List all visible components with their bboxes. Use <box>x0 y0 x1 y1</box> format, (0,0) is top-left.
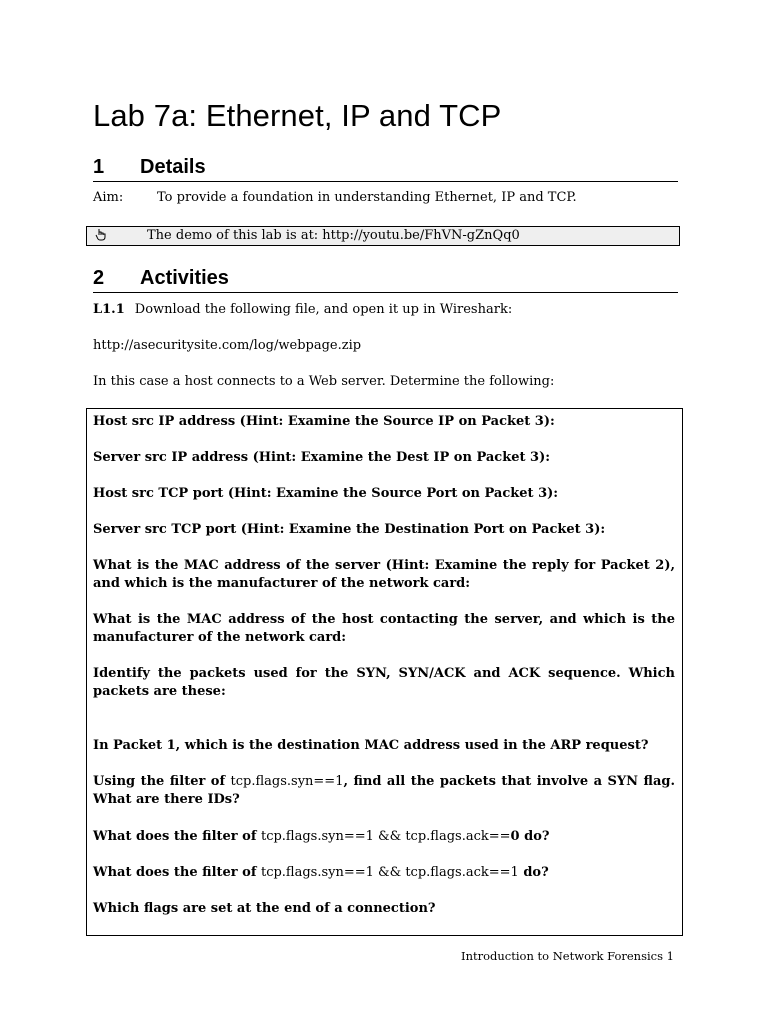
section-heading-details <box>93 156 678 182</box>
section-title: Details <box>140 156 206 178</box>
task-context: In this case a host connects to a Web server. Determine the following: <box>93 374 555 389</box>
aim-text: To provide a foundation in understanding Ethernet, IP and TCP. <box>157 190 577 205</box>
filter-expression: tcp.flags.syn==1 && tcp.flags.ack== <box>260 829 511 844</box>
demo-callout <box>86 226 680 246</box>
question: In Packet 1, which is the destination MAC address used in the ARP request? <box>93 738 649 753</box>
task-intro-text: Download the following file, and open it up in Wireshark: <box>134 302 513 317</box>
section-heading-activities <box>93 267 678 293</box>
page-title: Lab 7a: Ethernet, IP and TCP <box>93 98 502 133</box>
task-id: L1.1 <box>93 302 125 317</box>
question: What is the MAC address of the host contacting the server, and which is the manufacturer of the network card: <box>93 612 675 645</box>
question: What is the MAC address of the server (Hint: Examine the reply for Packet 2), and which is the manufacturer of the network card: <box>93 558 675 591</box>
section-title: Activities <box>140 267 229 289</box>
task-intro <box>93 302 512 317</box>
filter-expression: tcp.flags.syn==1 <box>230 774 344 789</box>
filter-expression: tcp.flags.syn==1 && tcp.flags.ack==1 <box>260 865 519 880</box>
page-footer: Introduction to Network Forensics 1 <box>461 949 674 963</box>
download-url[interactable]: http://asecuritysite.com/log/webpage.zip <box>93 338 362 353</box>
question: Host src IP address (Hint: Examine the Source IP on Packet 3): <box>93 414 555 429</box>
aim-label: Aim: <box>93 190 124 205</box>
question: What does the filter of tcp.flags.syn==1 && tcp.flags.ack==0 do? <box>93 829 550 844</box>
question: Which flags are set at the end of a connection? <box>93 901 436 916</box>
question: Using the filter of tcp.flags.syn==1, find all the packets that involve a SYN flag. What are there IDs? <box>93 774 675 807</box>
questions-box <box>86 408 683 936</box>
aim-row <box>93 190 577 205</box>
hand-pointer-icon <box>95 228 107 246</box>
question: Identify the packets used for the SYN, SYN/ACK and ACK sequence. Which packets are these: <box>93 666 675 699</box>
question: Server src TCP port (Hint: Examine the Destination Port on Packet 3): <box>93 522 606 537</box>
demo-link-text[interactable]: The demo of this lab is at: http://youtu.be/FhVN-gZnQq0 <box>147 228 520 243</box>
section-number: 2 <box>93 267 105 289</box>
question: What does the filter of tcp.flags.syn==1 && tcp.flags.ack==1 do? <box>93 865 549 880</box>
question: Host src TCP port (Hint: Examine the Source Port on Packet 3): <box>93 486 559 501</box>
question: Server src IP address (Hint: Examine the Dest IP on Packet 3): <box>93 450 551 465</box>
section-number: 1 <box>93 156 105 178</box>
